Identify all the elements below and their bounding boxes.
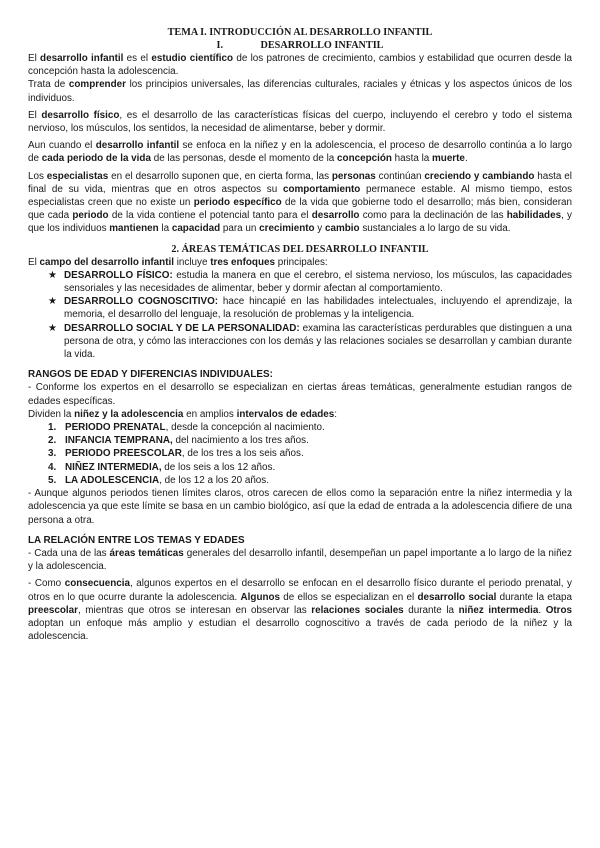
text-run: Trata de	[28, 79, 69, 91]
bold-term: relaciones sociales	[311, 604, 404, 616]
text-run: de los patrones de crecimiento, cambios y estabilidad que ocurren desde la concepción hasta la adolescencia.	[28, 53, 572, 78]
text-run: Los	[28, 170, 47, 182]
paragraph-limits: - Aunque algunos periodos tienen límites claros, otros carecen de ellos como la separación entre la niñez intermedia y la adolescencia ya que este límite se basa en un cambio biológico, así que la edad de entrada a la adolescencia difiere de una persona a otra.	[28, 488, 572, 526]
paragraph-consequence	[28, 577, 572, 643]
bold-term: desarrollo social	[417, 591, 497, 603]
age-period-range: del nacimiento a los tres años.	[172, 435, 309, 447]
age-period-number: 4.	[48, 461, 57, 473]
bold-term: estudio científico	[151, 53, 234, 64]
star-bullet-icon: ★	[48, 322, 57, 334]
text-run: :	[334, 408, 338, 420]
text-run: de ellos se especializan en el	[280, 591, 418, 603]
bold-term: Otros	[545, 604, 573, 616]
section-1-number: I.	[216, 39, 224, 51]
section-1-title: DESARROLLO INFANTIL	[260, 39, 384, 51]
bold-term: intervalos de edades	[236, 408, 335, 420]
approach-item	[28, 322, 572, 362]
text-run: Aun cuando el	[28, 140, 96, 152]
bold-term: niñez y la adolescencia	[74, 408, 184, 420]
text-run: en el desarrollo suponen que, en cierta forma, las	[108, 170, 332, 182]
text-run: los principios universales, las diferencias culturales, raciales y étnicas y los aspectos únicos de los individuos.	[28, 79, 573, 104]
bold-term: especialistas	[46, 170, 109, 182]
bold-term: desarrollo infantil	[95, 140, 180, 152]
text-run: de la vida contiene el potencial tanto para el	[108, 210, 312, 222]
text-run: Dividen la	[28, 408, 75, 420]
paragraph-thematic-areas	[28, 547, 572, 573]
age-period-number: 5.	[48, 474, 57, 486]
paragraph-physical-development	[28, 109, 572, 135]
section-1-heading	[28, 40, 572, 53]
bold-term: comportamiento	[282, 183, 361, 195]
text-run: principales:	[274, 256, 328, 268]
age-period-name: NIÑEZ INTERMEDIA,	[65, 461, 162, 473]
text-run: incluye	[173, 256, 211, 268]
bold-term: áreas temáticas	[109, 547, 184, 559]
section-3-heading: RANGOS DE EDAD Y DIFERENCIAS INDIVIDUALES:	[28, 369, 273, 381]
text-run: , y que los individuos	[28, 210, 572, 235]
bold-term: campo del desarrollo infantil	[39, 256, 174, 268]
approach-description: estudia la manera en que el cerebro, el sistema nervioso, los músculos, las capacidades sensoriales y las necesidades de alimentar, beber y dormir afectan al comportamiento.	[64, 269, 572, 295]
text-run: continúan	[375, 170, 425, 182]
text-run: , mientras que otros se interesan en observar las	[77, 604, 312, 616]
bold-term: crecimiento	[259, 223, 315, 235]
text-run: - Como	[28, 578, 65, 590]
age-period-number: 2.	[48, 435, 57, 447]
age-period-range: , de los tres a los seis años.	[181, 448, 304, 460]
approach-title: DESARROLLO FÍSICO:	[64, 269, 173, 281]
text-run: durante la	[403, 604, 459, 616]
age-period-item	[48, 474, 572, 487]
text-run: hasta el final de su vida, mientras que en otros aspectos su	[28, 170, 572, 195]
text-run: .	[538, 604, 546, 616]
age-period-name: PERIODO PREESCOLAR	[65, 448, 182, 460]
approach-title: DESARROLLO SOCIAL Y DE LA PERSONALIDAD:	[64, 322, 300, 334]
age-period-item	[48, 461, 572, 474]
text-run: El	[28, 109, 42, 121]
text-run: adoptan un enfoque más amplio y estudian el desarrollo cognoscitivo a través de cada periodo de la niñez y la adolescencia.	[28, 617, 572, 643]
bold-term: muerte	[432, 153, 465, 165]
bold-term: niñez intermedia	[458, 604, 539, 616]
star-bullet-icon: ★	[48, 269, 57, 281]
text-run: .	[464, 153, 468, 165]
text-run: y	[314, 223, 325, 235]
age-period-item	[48, 447, 572, 460]
age-period-name: INFANCIA TEMPRANA,	[65, 435, 173, 447]
text-run: generales del desarrollo infantil, desempeñan un papel importante a lo largo de la niñez y la adolescencia.	[28, 547, 572, 573]
text-run: El	[28, 53, 41, 64]
section-2-heading: 2. ÁREAS TEMÁTICAS DEL DESARROLLO INFANTIL	[171, 243, 429, 255]
paragraph-understanding	[28, 78, 572, 104]
bold-term: preescolar	[28, 604, 78, 616]
star-bullet-icon: ★	[48, 296, 57, 308]
paragraph-age-intervals	[28, 408, 572, 421]
age-periods-list	[28, 421, 572, 487]
text-run: permanece estable. Al mismo tiempo, estos especialistas creen que no existe un	[28, 183, 573, 209]
bold-term: capacidad	[171, 223, 221, 235]
age-period-range: de los seis a los 12 años.	[161, 461, 276, 473]
paragraph-life-span	[28, 139, 572, 165]
age-period-range: , de los 12 a los 20 años.	[159, 474, 269, 486]
age-period-number: 3.	[48, 448, 57, 460]
bold-term: habilidades	[506, 210, 562, 222]
text-run: de las personas, desde el momento de la	[150, 153, 338, 165]
bold-term: comprender	[68, 79, 126, 91]
text-run: - Cada una de las	[28, 547, 110, 559]
approaches-list	[28, 269, 572, 361]
paragraph-age-ranges: - Conforme los expertos en el desarrollo se especializan en ciertas áreas temáticas, generalmente estudian rangos de edades específicas.	[28, 382, 572, 407]
age-period-name: LA ADOLESCENCIA	[65, 474, 160, 486]
age-period-item	[48, 421, 572, 434]
age-period-name: PERIODO PRENATAL	[65, 422, 166, 434]
bold-term: desarrollo	[311, 210, 360, 222]
approach-description: examina las características perdurables que distinguen a una persona de otra, y cómo las interacciones con los demás y las relaciones sociales se desarrollan y cambian durante la vida.	[64, 322, 572, 361]
bold-term: periodo específico	[193, 197, 282, 209]
paragraph-approaches-intro	[28, 256, 572, 269]
bold-term: cada periodo de la vida	[41, 153, 151, 165]
approach-title: DESARROLLO COGNOSCITIVO:	[64, 296, 219, 308]
bold-term: Algunos	[240, 591, 281, 603]
text-run: durante la etapa	[496, 591, 573, 603]
paragraph-definition	[28, 52, 572, 78]
text-run: para un	[220, 223, 260, 235]
age-period-number: 1.	[48, 422, 57, 434]
text-run: se enfoca en la niñez y en la adolescencia, el proceso de desarrollo continúa a lo largo de	[28, 140, 572, 165]
bold-term: cambio	[325, 223, 360, 235]
text-run: la	[158, 223, 172, 235]
bold-term: creciendo y cambiando	[424, 170, 535, 182]
paragraph-specialists	[28, 170, 572, 236]
age-period-range: , desde la concepción al nacimiento.	[165, 422, 325, 434]
bold-term: concepción	[337, 153, 392, 165]
text-run: como para la declinación de las	[359, 210, 507, 222]
bold-term: desarrollo infantil	[40, 53, 124, 64]
bold-term: personas	[331, 170, 376, 182]
approach-item	[28, 295, 572, 321]
bold-term: mantienen	[109, 223, 159, 235]
document-title: TEMA I. INTRODUCCIÓN AL DESARROLLO INFANTIL	[167, 27, 433, 38]
approach-item	[28, 269, 572, 295]
text-run: hasta la	[391, 153, 432, 165]
age-period-item	[48, 434, 572, 447]
bold-term: consecuencia	[64, 578, 131, 590]
text-run: El	[28, 256, 40, 268]
text-run: , algunos expertos en el desarrollo se enfocan en el desarrollo físico durante el periodo prenatal, y otros en lo que ocurre durante la adolescencia.	[28, 578, 572, 603]
text-run: es el	[123, 53, 152, 64]
text-run: de la vida que gobierne todo el desarrollo; más bien, consideran que cada	[28, 197, 572, 222]
text-run: en amplios	[183, 408, 237, 420]
section-4-heading: LA RELACIÓN ENTRE LOS TEMAS Y EDADES	[28, 534, 245, 546]
bold-term: tres enfoques	[210, 256, 275, 268]
bold-term: desarrollo físico	[41, 109, 120, 121]
text-run: sustanciales a lo largo de su vida.	[359, 223, 511, 235]
text-run: , es el desarrollo de las características físicas del cuerpo, incluyendo el cerebro y todo el sistema nervioso, los músculos, los sentidos, la necesidad de alimentarse, beber y dormir.	[28, 109, 573, 135]
bold-term: periodo	[72, 210, 109, 222]
approach-description: hace hincapié en las habilidades intelectuales, incluyendo el aprendizaje, la memoria, el desarrollo del lenguaje, la resolución de problemas y la inteligencia.	[64, 296, 573, 321]
